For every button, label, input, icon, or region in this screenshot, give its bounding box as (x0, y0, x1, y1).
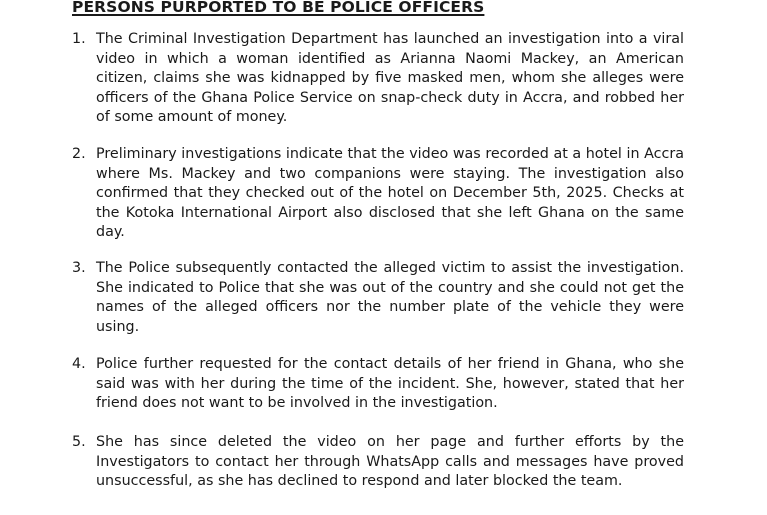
item-text: Police further requested for the contact details of her friend in Ghana, who she said was with her during the time of the incident. She, however, stated that her friend does not want to be involved in the investigation. (96, 356, 684, 411)
item-number: 2. (72, 146, 86, 162)
item-number: 4. (72, 356, 86, 372)
list-item-2 (72, 145, 684, 243)
item-text: Preliminary investigations indicate that the video was recorded at a hotel in Accra where Ms. Mackey and two companions were staying. The investigation also confirmed that they checked out of the hotel on December 5th, 2025. Checks at the Kotoka International Airport also disclosed that she left Ghana on the same day. (96, 146, 684, 240)
item-number: 3. (72, 260, 86, 276)
item-text: The Criminal Investigation Department has launched an investigation into a viral video in which a woman identified as Arianna Naomi Mackey, an American citizen, claims she was kidnapped by five masked men, whom she alleges were officers of the Ghana Police Service on snap-check duty in Accra, and robbed her of some amount of money. (96, 31, 684, 125)
list-item-4 (72, 355, 684, 414)
item-number: 1. (72, 31, 86, 47)
item-text: The Police subsequently contacted the alleged victim to assist the investigation. She indicated to Police that she was out of the country and she could not get the names of the alleged officers nor the number plate of the vehicle they were using. (96, 260, 684, 335)
list-item-1 (72, 30, 684, 128)
item-text: She has since deleted the video on her page and further efforts by the Investigators to contact her through WhatsApp calls and messages have proved unsuccessful, as she has declined to respond and later blocked the team. (96, 434, 684, 489)
list-item-3 (72, 259, 684, 337)
item-number: 5. (72, 434, 86, 450)
list-item-5 (72, 433, 684, 492)
section-heading: PERSONS PURPORTED TO BE POLICE OFFICERS (72, 0, 485, 16)
